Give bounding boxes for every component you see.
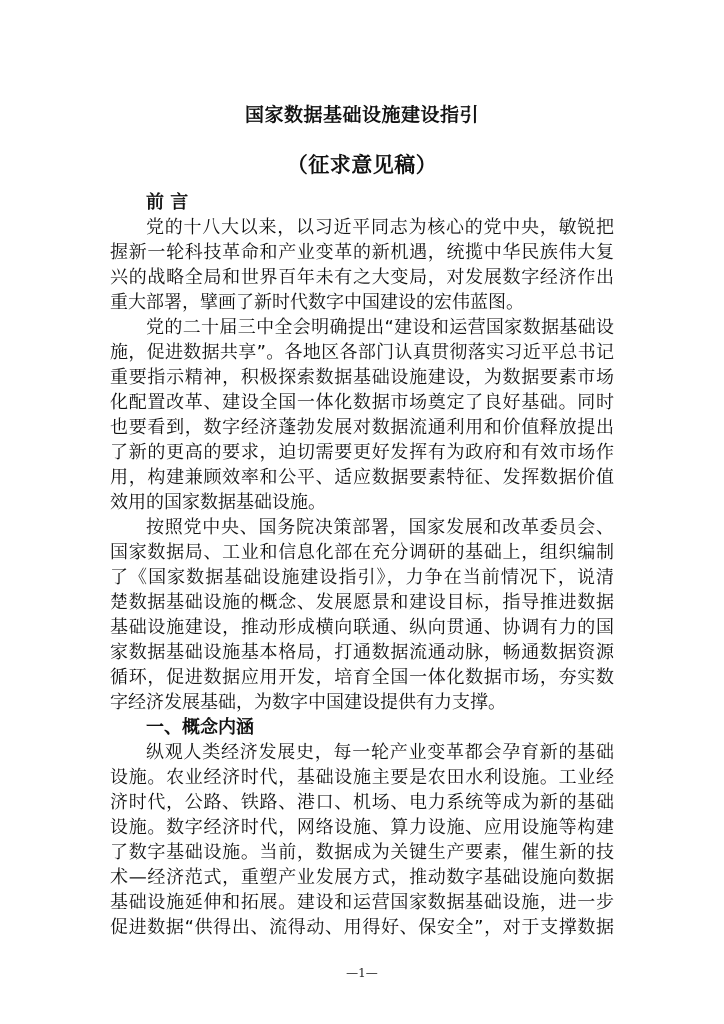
section-heading: 一、概念内涵 — [146, 717, 254, 738]
body-line: 设施。农业经济时代，基础设施主要是农田水利设施。工业经 — [110, 767, 614, 788]
body-line: 济时代，公路、铁路、港口、机场、电力系统等成为新的基础 — [110, 792, 614, 813]
body-line: 国家数据局、工业和信息化部在充分调研的基础上，组织编制 — [110, 542, 614, 563]
body-line: 用，构建兼顾效率和公平、适应数据要素特征、发挥数据价值 — [110, 467, 614, 488]
preface-heading: 前 言 — [146, 192, 189, 213]
body-line: 化配置改革、建设全国一体化数据市场奠定了良好基础。同时 — [110, 392, 614, 413]
body-line: 效用的国家数据基础设施。 — [110, 492, 326, 513]
body-line: 循环，促进数据应用开发，培育全国一体化数据市场，夯实数 — [110, 667, 614, 688]
document-subtitle: （征求意见稿） — [286, 153, 438, 177]
body-line: 基础设施建设，推动形成横向联通、纵向贯通、协调有力的国 — [110, 617, 614, 638]
body-line: 按照党中央、国务院决策部署，国家发展和改革委员会、 — [146, 517, 614, 538]
document-title: 国家数据基础设施建设指引 — [244, 104, 479, 126]
body-line: 了新的更高的要求，迫切需要更好发挥有为政府和有效市场作 — [110, 442, 614, 463]
body-line: 纵观人类经济发展史，每一轮产业变革都会孕育新的基础 — [146, 742, 614, 763]
body-line: 党的二十届三中全会明确提出“建设和运营国家数据基础设 — [146, 317, 614, 338]
body-line: 也要看到，数字经济蓬勃发展对数据流通利用和价值释放提出 — [110, 417, 614, 438]
body-line: 字经济发展基础，为数字中国建设提供有力支撑。 — [110, 692, 506, 713]
page-number: —1— — [346, 966, 378, 980]
body-line: 设施。数字经济时代，网络设施、算力设施、应用设施等构建 — [110, 817, 614, 838]
body-line: 楚数据基础设施的概念、发展愿景和建设目标，指导推进数据 — [110, 592, 614, 613]
body-line: 家数据基础设施基本格局，打通数据流通动脉，畅通数据资源 — [110, 642, 614, 663]
body-line: 兴的战略全局和世界百年未有之大变局，对发展数字经济作出 — [110, 267, 614, 288]
body-line: 了数字基础设施。当前，数据成为关键生产要素，催生新的技 — [110, 842, 614, 863]
body-line: 重大部署，擘画了新时代数字中国建设的宏伟蓝图。 — [110, 292, 524, 313]
body-line: 促进数据“供得出、流得动、用得好、保安全”，对于支撑数据 — [110, 917, 614, 938]
body-line: 握新一轮科技革命和产业变革的新机遇，统揽中华民族伟大复 — [110, 242, 614, 263]
body-line: 了《国家数据基础设施建设指引》，力争在当前情况下，说清 — [110, 567, 614, 588]
body-line: 术—经济范式，重塑产业发展方式，推动数字基础设施向数据 — [110, 867, 614, 888]
body-line: 施，促进数据共享”。各地区各部门认真贯彻落实习近平总书记 — [110, 342, 614, 363]
body-line: 基础设施延伸和拓展。建设和运营国家数据基础设施，进一步 — [110, 892, 614, 913]
body-line: 重要指示精神，积极探索数据基础设施建设，为数据要素市场 — [110, 367, 614, 388]
body-line: 党的十八大以来，以习近平同志为核心的党中央，敏锐把 — [146, 217, 614, 238]
